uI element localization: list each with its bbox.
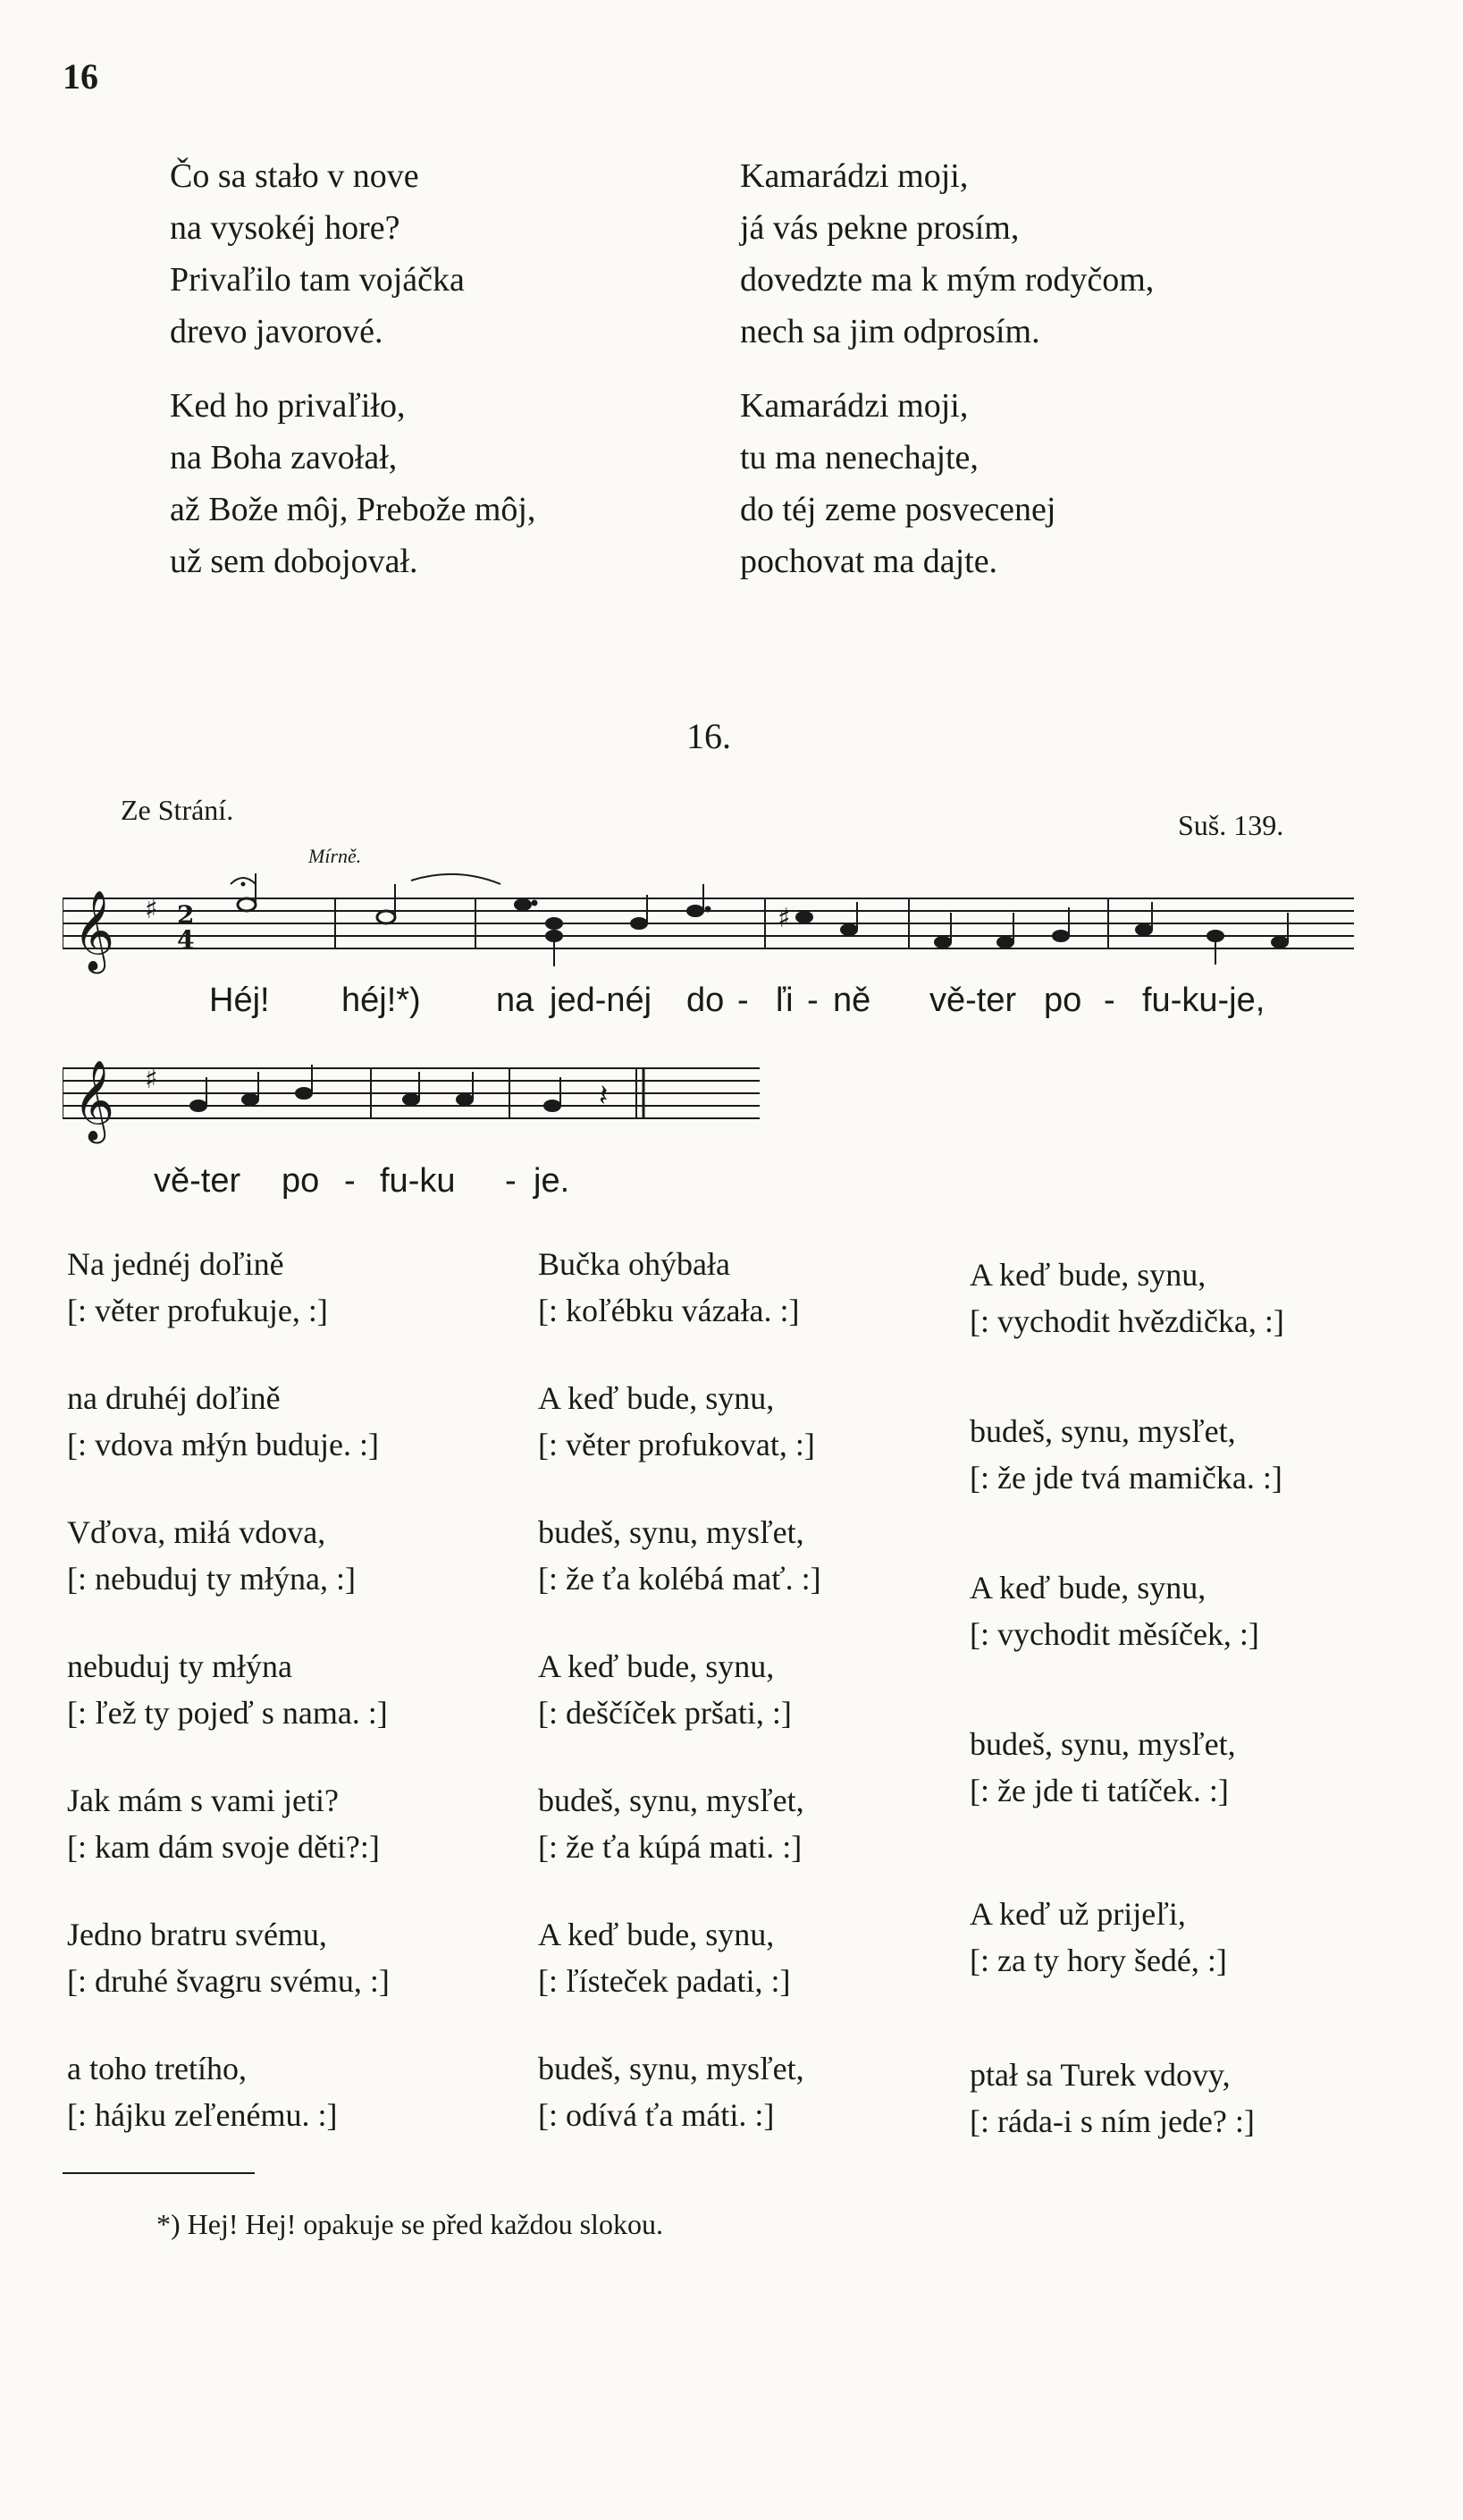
verse-line: budeš, synu, mysľet, bbox=[538, 2051, 804, 2086]
note bbox=[546, 918, 562, 929]
note bbox=[190, 1100, 206, 1111]
sharp-icon: ♯ bbox=[145, 894, 158, 925]
verse-line: [: hájku zeľenému. :] bbox=[67, 2097, 338, 2133]
note bbox=[935, 937, 951, 948]
verse-column-2 bbox=[538, 1241, 985, 2179]
note bbox=[515, 899, 531, 910]
verse-line: Privaľilo tam vojáčka bbox=[170, 261, 465, 299]
lyrics-line-1 bbox=[0, 982, 1463, 1026]
verse-line: do téj zeme posvecenej bbox=[740, 491, 1056, 528]
note bbox=[296, 1088, 312, 1099]
verse bbox=[538, 2045, 804, 2138]
top-stanza-1 bbox=[170, 150, 465, 358]
verse-line: [: ľež ty pojeď s nama. :] bbox=[67, 1695, 388, 1731]
verse-line: drevo javorové. bbox=[170, 313, 383, 350]
note bbox=[687, 906, 703, 916]
verse-line: budeš, synu, mysľet, bbox=[970, 1726, 1236, 1762]
verse-line: A keď bude, synu, bbox=[538, 1648, 775, 1684]
lyric-syllable: po bbox=[1044, 982, 1082, 1019]
note bbox=[997, 937, 1013, 948]
slur bbox=[411, 874, 500, 884]
lyric-syllable: na bbox=[496, 982, 534, 1019]
lyric-syllable: - bbox=[1104, 982, 1115, 1019]
verse-line: nech sa jim odprosím. bbox=[740, 313, 1040, 350]
note bbox=[631, 918, 647, 929]
verse-line: [: věter profukuje, :] bbox=[67, 1293, 328, 1328]
sharp-icon: ♯ bbox=[145, 1064, 158, 1095]
verse-line: tu ma nenechajte, bbox=[740, 439, 979, 476]
verse-line: [: druhé švagru svému, :] bbox=[67, 1963, 390, 1999]
verse bbox=[67, 1509, 356, 1602]
footnote: *) Hej! Hej! opakuje se před každou slokou. bbox=[156, 2208, 663, 2240]
half-note bbox=[238, 898, 256, 911]
verse-line: [: že jde ti tatíček. :] bbox=[970, 1773, 1229, 1808]
verse-column-1 bbox=[67, 1241, 514, 2179]
music-staff-1 bbox=[63, 872, 1358, 979]
verse-line: A keď bude, synu, bbox=[970, 1570, 1207, 1606]
lyric-syllable: ľi bbox=[776, 982, 794, 1019]
verse-line: [: že jde tvá mamička. :] bbox=[970, 1460, 1282, 1496]
verse-line: Čo sa stało v nove bbox=[170, 157, 419, 195]
verse-line: [: vychodit hvězdička, :] bbox=[970, 1303, 1284, 1339]
verse bbox=[970, 1564, 1259, 1657]
verse bbox=[67, 1241, 328, 1334]
verse-line: a toho tretího, bbox=[67, 2051, 247, 2086]
footnote-rule bbox=[63, 2172, 255, 2174]
lyric-syllable: vě-ter bbox=[154, 1162, 241, 1200]
tempo-marking: Mírně. bbox=[308, 845, 362, 867]
note bbox=[1272, 937, 1288, 948]
verse-line: na druhéj doľině bbox=[67, 1380, 281, 1416]
verse-line: už sem dobojovał. bbox=[170, 543, 418, 580]
verse-line: Na jednéj doľině bbox=[67, 1246, 284, 1282]
verse bbox=[67, 1643, 388, 1736]
verse-line: [: koľébku vázała. :] bbox=[538, 1293, 800, 1328]
verse-line: A keď bude, synu, bbox=[538, 1917, 775, 1952]
verse bbox=[970, 1721, 1236, 1814]
verse-line: budeš, synu, mysľet, bbox=[538, 1514, 804, 1550]
verse-line: [: vychodit měsíček, :] bbox=[970, 1616, 1259, 1652]
note bbox=[544, 1100, 560, 1111]
verse-line: Jedno bratru svému, bbox=[67, 1917, 327, 1952]
verse-line: [: věter profukovat, :] bbox=[538, 1427, 815, 1462]
lyric-syllable: je. bbox=[534, 1162, 570, 1200]
time-signature-top: 2 bbox=[177, 900, 195, 930]
lyrics-line-2 bbox=[0, 1162, 1463, 1207]
half-note bbox=[377, 911, 395, 923]
verse-line: budeš, synu, mysľet, bbox=[538, 1783, 804, 1818]
verse-line: Kamarádzi moji, bbox=[740, 157, 969, 195]
verse-line: pochovat ma dajte. bbox=[740, 543, 998, 580]
source-reference: Suš. 139. bbox=[1178, 809, 1284, 841]
verse bbox=[538, 1509, 821, 1602]
verse-line: budeš, synu, mysľet, bbox=[970, 1413, 1236, 1449]
verse-line: [: ľísteček padati, :] bbox=[538, 1963, 791, 1999]
verse bbox=[67, 2045, 338, 2138]
verse-line: Jak mám s vami jeti? bbox=[67, 1783, 339, 1818]
verse bbox=[538, 1643, 792, 1736]
verse bbox=[67, 1911, 390, 2004]
lyric-syllable: héj!*) bbox=[341, 982, 421, 1019]
verse-line: [: za ty hory šedé, :] bbox=[970, 1943, 1227, 1978]
verse-line: [: nebuduj ty młýna, :] bbox=[67, 1561, 356, 1597]
verse bbox=[538, 1241, 800, 1334]
verse-line: [: kam dám svoje děti?:] bbox=[67, 1829, 380, 1865]
lyric-syllable: - bbox=[737, 982, 749, 1019]
verse bbox=[67, 1375, 379, 1468]
verse-column-3 bbox=[970, 1252, 1434, 2190]
treble-clef-icon: 𝄞 bbox=[73, 890, 115, 971]
verse bbox=[538, 1375, 815, 1468]
lyric-syllable: vě-ter bbox=[929, 982, 1017, 1019]
lyric-syllable: jed-néj bbox=[550, 982, 652, 1019]
verse bbox=[970, 1891, 1227, 1984]
verse-line: já vás pekne prosím, bbox=[740, 209, 1020, 247]
verse-line: [: že ťa kúpá mati. :] bbox=[538, 1829, 803, 1865]
lyric-syllable: - bbox=[807, 982, 819, 1019]
verse-line: dovedzte ma k mým rodyčom, bbox=[740, 261, 1155, 299]
song-number: 16. bbox=[686, 716, 731, 756]
note bbox=[1053, 931, 1069, 941]
note bbox=[457, 1094, 473, 1105]
verse bbox=[67, 1777, 380, 1870]
lyric-syllable: do bbox=[686, 982, 725, 1019]
page-number: 16 bbox=[63, 56, 98, 97]
verse bbox=[970, 1408, 1282, 1501]
lyric-syllable: - bbox=[505, 1162, 517, 1200]
verse-line: ptał sa Turek vdovy, bbox=[970, 2057, 1231, 2093]
verse-line: A keď bude, synu, bbox=[538, 1380, 775, 1416]
top-stanza-2 bbox=[740, 150, 1154, 358]
treble-clef-icon: 𝄞 bbox=[73, 1060, 115, 1141]
verse-line: na Boha zavołał, bbox=[170, 439, 398, 476]
note bbox=[403, 1094, 419, 1105]
verse-line: až Bože môj, Prebože môj, bbox=[170, 491, 536, 528]
verse-line: Vďova, miłá vdova, bbox=[67, 1514, 326, 1550]
verse-line: [: vdova młýn buduje. :] bbox=[67, 1427, 379, 1462]
verse bbox=[538, 1911, 791, 2004]
verse-line: [: že ťa kolébá mať. :] bbox=[538, 1561, 821, 1597]
top-stanza-4 bbox=[740, 380, 1055, 587]
lyric-syllable: Héj! bbox=[209, 982, 270, 1019]
verse bbox=[970, 1252, 1284, 1344]
music-staff-2 bbox=[63, 1041, 769, 1149]
top-stanza-3 bbox=[170, 380, 535, 587]
note bbox=[796, 912, 812, 923]
lyric-syllable: - bbox=[344, 1162, 356, 1200]
note bbox=[242, 1094, 258, 1105]
verse bbox=[538, 1777, 804, 1870]
song-origin: Ze Strání. bbox=[121, 794, 234, 826]
verse-line: Bučka ohýbała bbox=[538, 1246, 730, 1282]
lyric-syllable: fu-ku bbox=[380, 1162, 456, 1200]
note bbox=[1136, 924, 1152, 935]
verse-line: nebuduj ty młýna bbox=[67, 1648, 292, 1684]
verse-line: Ked ho privaľiło, bbox=[170, 387, 406, 425]
verse-line: A keď už prijeľi, bbox=[970, 1896, 1186, 1932]
verse-line: A keď bude, synu, bbox=[970, 1257, 1207, 1293]
verse-line: [: deščíček pršati, :] bbox=[538, 1695, 792, 1731]
lyric-syllable: ně bbox=[833, 982, 871, 1019]
sharp-icon: ♯ bbox=[778, 903, 791, 934]
quarter-rest-icon: 𝄽 bbox=[599, 1078, 609, 1114]
verse-line: na vysokéj hore? bbox=[170, 209, 400, 247]
lyric-syllable: fu-ku-je, bbox=[1142, 982, 1265, 1019]
verse bbox=[970, 2052, 1255, 2145]
time-signature-bottom: 4 bbox=[177, 925, 195, 955]
note bbox=[841, 924, 857, 935]
lyric-syllable: po bbox=[282, 1162, 320, 1200]
verse-line: [: ráda-i s ním jede? :] bbox=[970, 2103, 1255, 2139]
verse-line: [: odívá ťa máti. :] bbox=[538, 2097, 775, 2133]
verse-line: Kamarádzi moji, bbox=[740, 387, 969, 425]
